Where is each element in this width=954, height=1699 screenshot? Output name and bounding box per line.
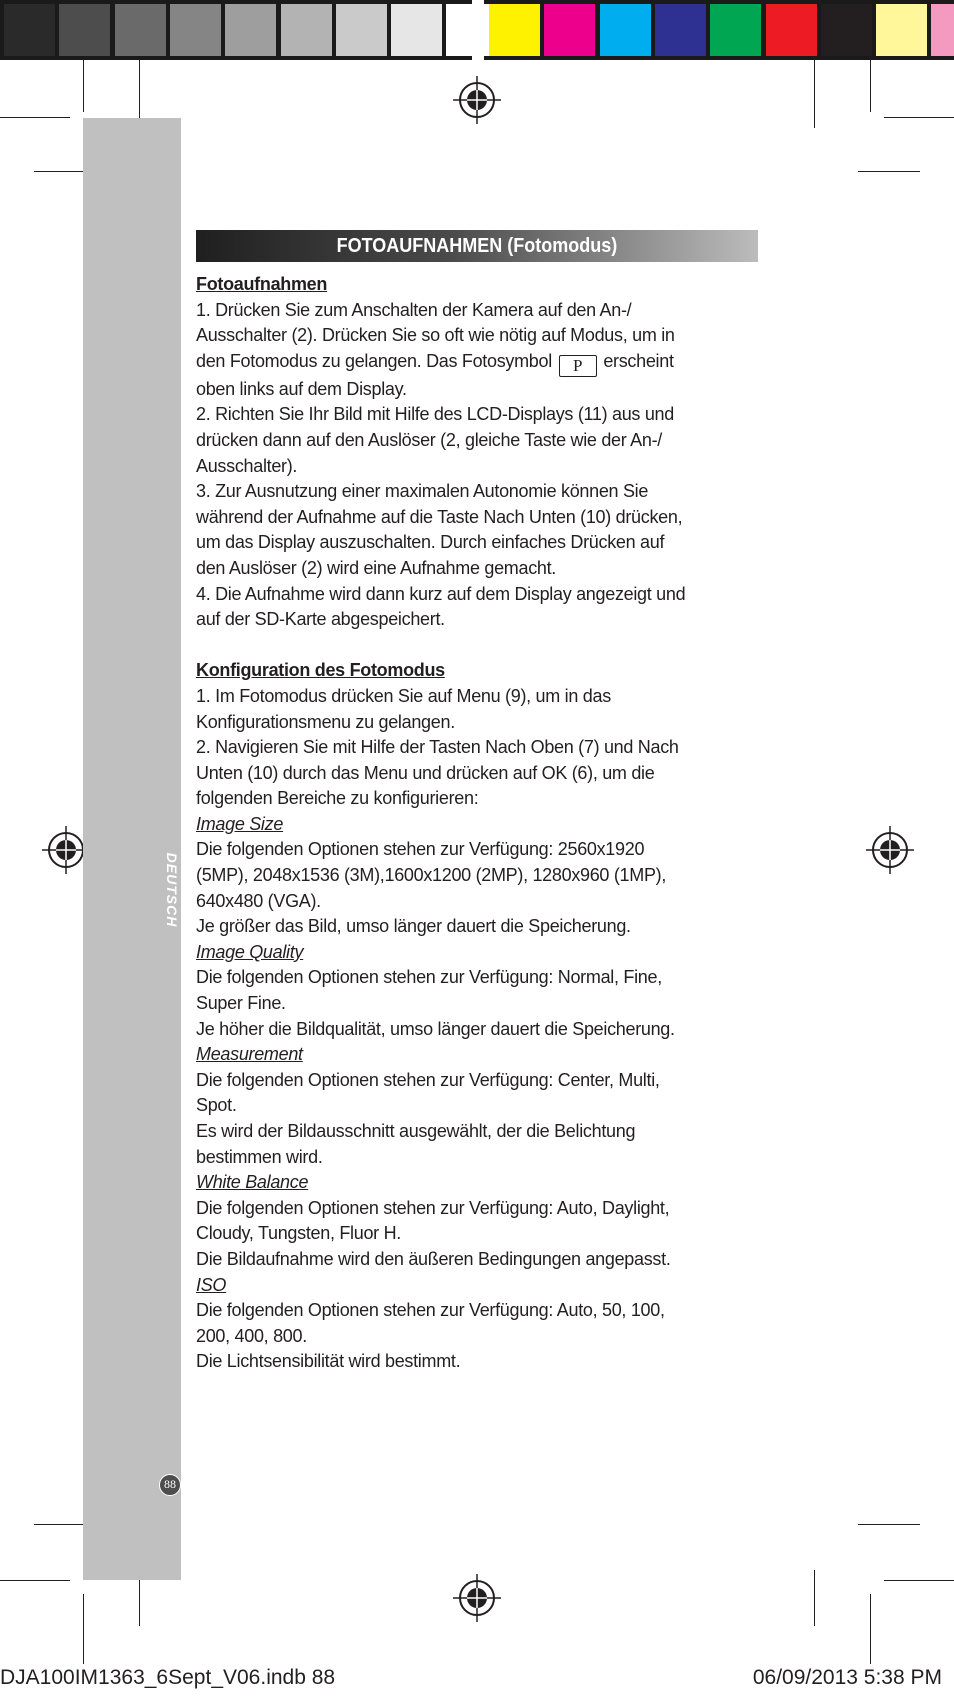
text-line: Es wird der Bildausschnitt ausgewählt, der die Belichtung (196, 1121, 636, 1141)
text-fragment: den Fotomodus zu gelangen. Das Fotosymbol (196, 350, 552, 371)
text-line: um das Display auszuschalten. Durch einfaches Drücken auf (196, 532, 665, 553)
gray-swatch (115, 4, 166, 56)
text-line: Die folgenden Optionen stehen zur Verfügung: Normal, Fine, (196, 967, 662, 988)
setting-heading: ISO (196, 1274, 227, 1295)
text-line: Die folgenden Optionen stehen zur Verfügung: 2560x1920 (196, 839, 645, 860)
registration-mark-icon (453, 76, 501, 124)
text-line: Ausschalter (2). Drücken Sie so oft wie nötig auf Modus, um in (196, 325, 675, 346)
crop-mark (870, 58, 871, 112)
color-swatch (710, 4, 761, 56)
date-slug: 06/09/2013 5:38 PM (752, 1666, 942, 1689)
gray-swatch (336, 4, 387, 56)
text-line: Cloudy, Tungsten, Fluor H. (196, 1223, 401, 1244)
gray-swatch (59, 4, 110, 56)
setting-heading: Measurement (196, 1044, 303, 1065)
text-line: 4. Die Aufnahme wird dann kurz auf dem Display angezeigt und (196, 583, 686, 604)
text-line: 2. Richten Sie Ihr Bild mit Hilfe des LCD-Displays (11) aus und (196, 404, 674, 425)
photo-mode-icon: P (559, 355, 597, 377)
text-line: Die folgenden Optionen stehen zur Verfügung: Auto, Daylight, (196, 1197, 670, 1218)
crop-mark (870, 1594, 871, 1664)
language-sidebar (83, 118, 181, 1580)
text-line: Die folgenden Optionen stehen zur Verfügung: Auto, 50, 100, (196, 1300, 665, 1321)
text-line: Je größer das Bild, umso länger dauert die Speicherung. (196, 916, 631, 937)
text-line: den Auslöser (2) wird eine Aufnahme gemacht. (196, 557, 557, 578)
text-line: Die Lichtsensibilität wird bestimmt. (196, 1351, 461, 1372)
page-number-badge: 88 (159, 1474, 181, 1496)
text-line: drücken dann auf den Auslöser (2, gleiche Taste wie der An-/ (196, 429, 662, 450)
setting-heading: Image Quality (196, 941, 304, 962)
crop-mark (814, 58, 815, 128)
text-line: 1. Drücken Sie zum Anschalten der Kamera auf den An-/ (196, 299, 632, 320)
setting-heading: Image Size (196, 813, 284, 834)
paragraph-gap (196, 633, 758, 659)
color-swatch (544, 4, 595, 56)
section-title: FOTOAUFNAHMEN (Fotomodus) (336, 235, 618, 257)
text-line: 2. Navigieren Sie mit Hilfe der Tasten Nach Oben (7) und Nach (196, 737, 679, 758)
text-line: (5MP), 2048x1536 (3M),1600x1200 (2MP), 1280x960 (1MP), (196, 865, 667, 886)
color-calibration-bar (0, 0, 954, 60)
language-label: DEUTSCH (164, 852, 180, 928)
text-line: oben links auf dem Display. (196, 378, 407, 399)
text-line: Unten (10) durch das Menu und drücken auf OK (6), um die (196, 762, 655, 783)
color-swatch (766, 4, 817, 56)
text-line: Konfigurationsmenu zu gelangen. (196, 711, 455, 732)
color-swatch (655, 4, 706, 56)
text-line: bestimmen wird. (196, 1146, 323, 1167)
crop-mark (83, 1594, 84, 1664)
color-swatch (600, 4, 651, 56)
crop-mark (884, 1580, 954, 1581)
section-title-bar (196, 230, 758, 262)
file-slug: DJA100IM1363_6Sept_V06.indb 88 (0, 1666, 336, 1689)
text-line: Die Bildaufnahme wird den äußeren Bedingungen angepasst. (196, 1248, 671, 1269)
gray-swatch (281, 4, 332, 56)
body-text (196, 272, 758, 1375)
gray-swatch (225, 4, 276, 56)
registration-mark-icon (453, 1574, 501, 1622)
section-heading: Fotoaufnahmen (196, 274, 328, 294)
text-fragment: erscheint (603, 350, 674, 371)
text-line: Ausschalter). (196, 455, 298, 476)
crop-mark (0, 117, 70, 118)
color-swatch (489, 4, 540, 56)
text-line: 640x480 (VGA). (196, 890, 321, 911)
crop-mark (0, 1580, 70, 1581)
crop-mark (858, 1524, 920, 1525)
text-line: während der Aufnahme auf die Taste Nach Unten (10) drücken, (196, 506, 683, 527)
text-line: Super Fine. (196, 993, 286, 1014)
text-line: Die folgenden Optionen stehen zur Verfügung: Center, Multi, (196, 1069, 660, 1090)
setting-heading: White Balance (196, 1172, 309, 1193)
section-heading: Konfiguration des Fotomodus (196, 660, 445, 681)
text-line: Spot. (196, 1095, 237, 1116)
text-line: Je höher die Bildqualität, umso länger dauert die Speicherung. (196, 1018, 675, 1039)
color-swatch (876, 4, 927, 56)
text-line (196, 349, 758, 377)
page-content (196, 230, 758, 1375)
gray-swatch (391, 4, 442, 56)
text-line: auf der SD-Karte abgespeichert. (196, 609, 445, 630)
crop-mark (814, 1570, 815, 1626)
color-swatch (821, 4, 872, 56)
color-swatch (931, 4, 954, 56)
registration-mark-icon (866, 826, 914, 874)
gray-swatch (170, 4, 221, 56)
crop-mark (858, 171, 920, 172)
text-line: 1. Im Fotomodus drücken Sie auf Menu (9), um in das (196, 685, 611, 706)
gray-swatch (4, 4, 55, 56)
text-line: folgenden Bereiche zu konfigurieren: (196, 788, 479, 809)
text-line: 200, 400, 800. (196, 1325, 307, 1346)
crop-mark (884, 117, 954, 118)
crop-mark (83, 58, 84, 112)
text-line: 3. Zur Ausnutzung einer maximalen Autonomie können Sie (196, 481, 649, 502)
